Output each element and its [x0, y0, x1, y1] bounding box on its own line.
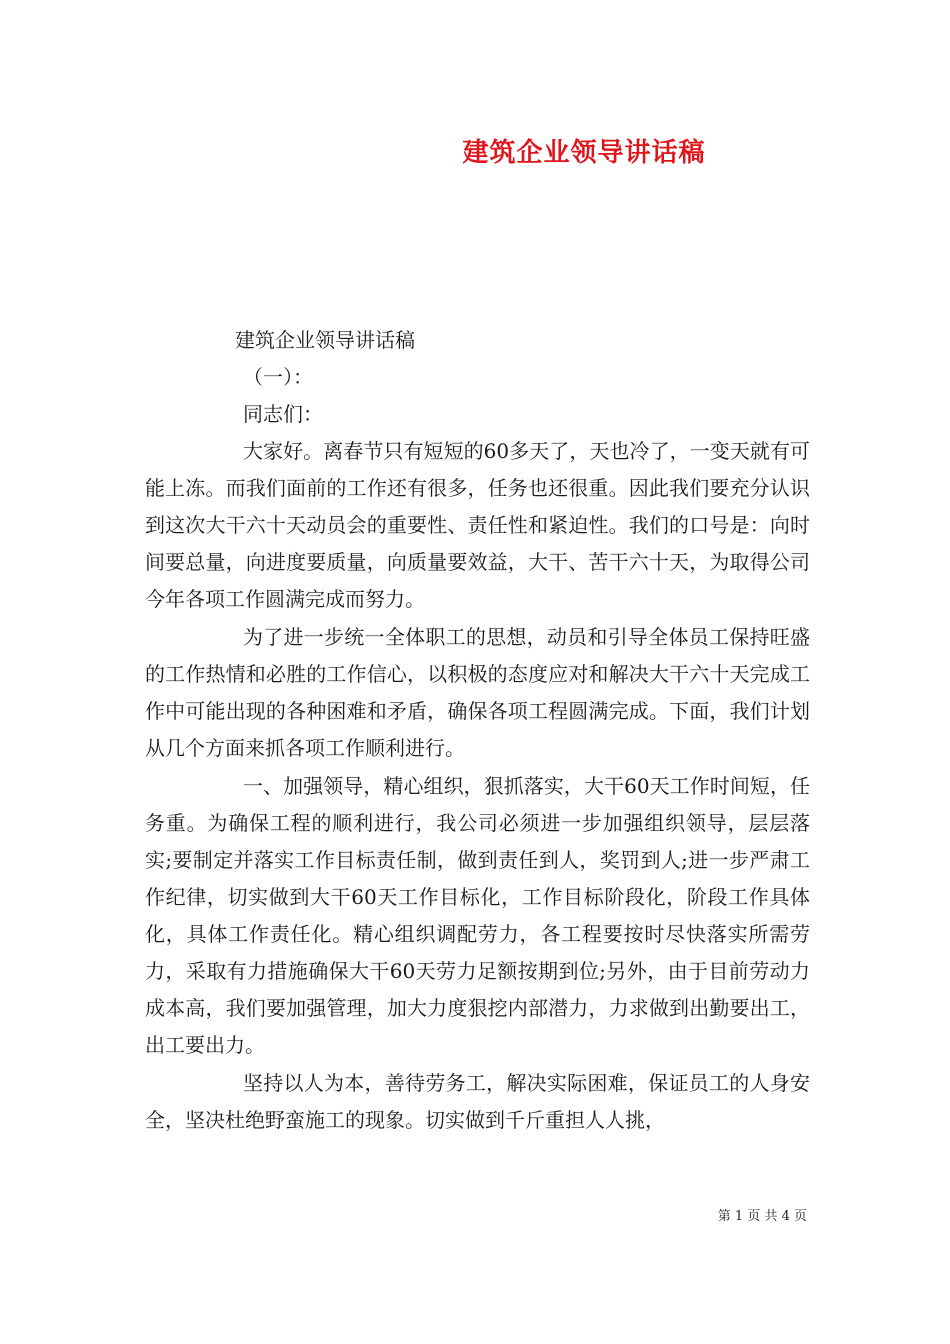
paragraph: 为了进一步统一全体职工的思想，动员和引导全体员工保持旺盛的工作热情和必胜的工作信心，以积极的态度应对和解决大干六十天完成工作中可能出现的各种困难和矛盾，确保各项工程圆满完成。下面，我们计划从几个方面来抓各项工作顺利进行。 — [145, 625, 810, 760]
salutation: 同志们： — [243, 402, 323, 426]
paragraph: 坚持以人为本，善待劳务工，解决实际困难，保证员工的人身安全，坚决杜绝野蛮施工的现象。切实做到千斤重担人人挑， — [145, 1071, 810, 1132]
paragraph: 一、加强领导，精心组织，狠抓落实，大干60天工作时间短，任务重。为确保工程的顺利进行，我公司必须进一步加强组织领导，层层落实;要制定并落实工作目标责任制，做到责任到人，奖罚到人;进一步严肃工作纪律，切实做到大干60天工作目标化，工作目标阶段化，阶段工作具体化，具体工作责任化。精心组织调配劳力，各工程要按时尽快落实所需劳力，采取有力措施确保大干60天劳力足额按期到位;另外，由于目前劳动力成本高，我们要加强管理，加大力度狠挖内部潜力，力求做到出勤要出工，出工要出力。 — [145, 774, 810, 1057]
document-subtitle: 建筑企业领导讲话稿 — [235, 328, 415, 352]
section-number: （一）： — [243, 365, 313, 389]
page-number-footer: 第 1 页 共 4 页 — [717, 1209, 807, 1224]
paragraph: 大家好。离春节只有短短的60多天了，天也冷了，一变天就有可能上冻。而我们面前的工作还有很多，任务也还很重。因此我们要充分认识到这次大干六十天动员会的重要性、责任性和紧迫性。我们的口号是：向时间要总量，向进度要质量，向质量要效益，大干、苦干六十天，为取得公司今年各项工作圆满完成而努力。 — [145, 439, 810, 611]
document-body — [145, 322, 810, 1139]
document-title: 建筑企业领导讲话稿 — [462, 138, 706, 168]
